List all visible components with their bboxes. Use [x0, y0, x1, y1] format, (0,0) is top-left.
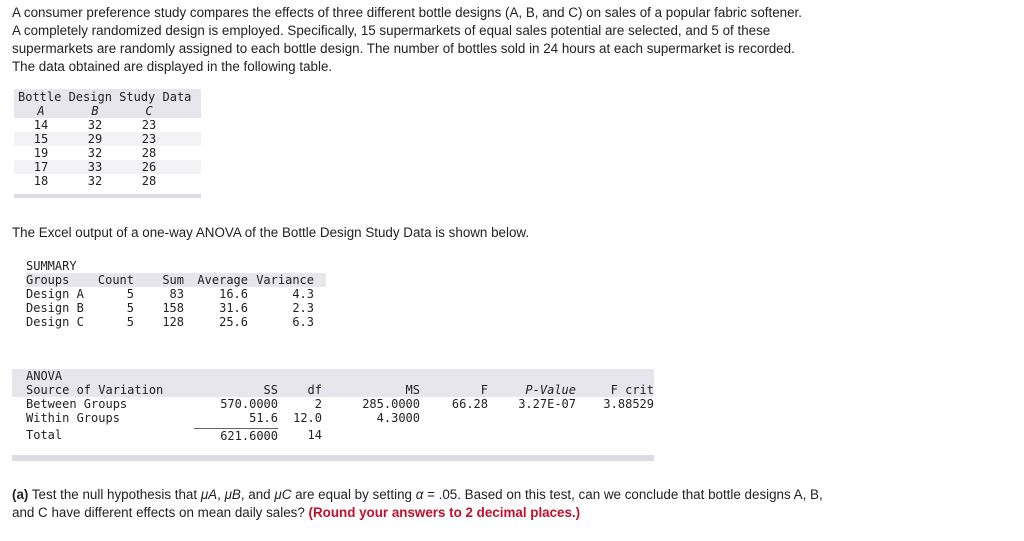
anova-label: ANOVA — [12, 369, 654, 383]
cell: Design B — [26, 301, 84, 315]
table-row — [14, 118, 201, 132]
question-text: , and — [240, 487, 275, 502]
table-row — [12, 428, 654, 442]
table-row — [14, 146, 201, 160]
header-df: df — [307, 383, 322, 397]
intro-line-1: A consumer preference study compares the effects of three different bottle designs (A, B, and C) on sales of a popular fabric softener. — [12, 5, 802, 20]
header-c: C — [145, 104, 153, 118]
cell: 16.6 — [219, 287, 248, 301]
cell: 14 — [307, 428, 322, 442]
mu-a-symbol: μA — [200, 487, 218, 502]
header-b: B — [91, 104, 99, 118]
summary-label: SUMMARY — [26, 259, 77, 273]
cell: Design C — [26, 315, 84, 329]
cell: Total — [26, 428, 63, 442]
intro-line-4: The data obtained are displayed in the following table. — [12, 59, 333, 74]
header-a: A — [37, 104, 45, 118]
cell: 621.6000 — [194, 428, 278, 442]
cell: 28 — [141, 146, 157, 160]
cell: 33 — [87, 160, 103, 174]
cell: 66.28 — [451, 397, 488, 411]
cell: 32 — [87, 174, 103, 188]
header-sum: Sum — [162, 273, 184, 287]
cell: 51.6 — [249, 411, 278, 425]
cell: 5 — [126, 301, 134, 315]
cell: 32 — [87, 146, 103, 160]
header-f-crit: F crit — [610, 383, 654, 397]
table-row — [14, 160, 201, 174]
cell: 23 — [141, 132, 157, 146]
cell: 28 — [141, 174, 157, 188]
table-row — [26, 315, 326, 329]
cell: Between Groups — [26, 397, 128, 411]
cell: 14 — [33, 118, 49, 132]
cell: 5 — [126, 287, 134, 301]
table-row — [12, 397, 654, 411]
cell: 285.0000 — [362, 397, 420, 411]
cell: 83 — [169, 287, 184, 301]
cell: 128 — [162, 315, 184, 329]
header-ms: MS — [405, 383, 420, 397]
question-text: and C have different effects on mean daily sales? — [12, 505, 309, 520]
header-f: F — [480, 383, 488, 397]
cell: 3.88529 — [603, 397, 654, 411]
intro-line-3: supermarkets are randomly assigned to each bottle design. The number of bottles sold in 24 hours at each supermarket is recorded. — [12, 41, 795, 56]
mu-b-symbol: μB — [224, 487, 241, 502]
anova-table — [12, 369, 654, 461]
header-variance: Variance — [256, 273, 314, 287]
problem-intro — [12, 4, 1012, 76]
question-text: = .05. Based on this test, can we conclude that bottle designs A, B, — [423, 487, 823, 502]
cell: Within Groups — [26, 411, 120, 425]
question-text: are equal by setting — [291, 487, 416, 502]
cell: 12.0 — [293, 411, 322, 425]
bottle-table-header — [14, 105, 201, 118]
cell: 32 — [87, 118, 103, 132]
cell: 31.6 — [219, 301, 248, 315]
table-row — [14, 174, 201, 188]
header-average: Average — [197, 273, 248, 287]
cell: 158 — [162, 301, 184, 315]
cell: 17 — [33, 160, 49, 174]
cell: 4.3000 — [376, 411, 420, 425]
summary-table — [26, 259, 326, 329]
cell: 29 — [87, 132, 103, 146]
question-text: Test the null hypothesis that — [28, 487, 201, 502]
cell: 26 — [141, 160, 157, 174]
table-row — [26, 287, 326, 301]
header-groups: Groups — [26, 273, 70, 287]
cell: 23 — [141, 118, 157, 132]
header-count: Count — [97, 273, 134, 287]
cell: Design A — [26, 287, 84, 301]
cell: 2 — [314, 397, 322, 411]
header-p-value: P-Value — [525, 383, 576, 397]
question-text: , — [217, 487, 225, 502]
cell: 6.3 — [292, 315, 314, 329]
cell: 570.0000 — [220, 397, 278, 411]
rounding-instruction: (Round your answers to 2 decimal places.) — [308, 505, 581, 520]
cell: 3.27E-07 — [518, 397, 576, 411]
alpha-symbol: α — [415, 487, 424, 502]
bottle-table-body — [14, 118, 201, 188]
anova-intro-text: The Excel output of a one-way ANOVA of the Bottle Design Study Data is shown below. — [12, 225, 530, 240]
question-a — [12, 486, 1012, 522]
table-footer-bar — [12, 455, 654, 461]
question-part-label: (a) — [12, 487, 29, 502]
table-row — [12, 411, 654, 425]
summary-header-row — [26, 273, 326, 287]
anova-header-row — [12, 383, 654, 397]
cell: 5 — [126, 315, 134, 329]
bottle-design-table — [14, 89, 201, 198]
question-line-1 — [12, 486, 1012, 504]
cell: 2.3 — [292, 301, 314, 315]
cell: 19 — [33, 146, 49, 160]
mu-c-symbol: μC — [274, 487, 292, 502]
table-row — [26, 301, 326, 315]
question-line-2 — [12, 504, 1012, 522]
cell: 18 — [33, 174, 49, 188]
header-ss: SS — [263, 383, 278, 397]
cell: 15 — [33, 132, 49, 146]
cell: 25.6 — [219, 315, 248, 329]
summary-label-row — [26, 259, 326, 273]
cell: 4.3 — [292, 287, 314, 301]
bottle-table-title: Bottle Design Study Data — [14, 89, 201, 105]
table-row — [14, 132, 201, 146]
table-footer-bar — [14, 194, 201, 198]
header-source: Source of Variation — [26, 383, 164, 397]
intro-line-2: A completely randomized design is employed. Specifically, 15 supermarkets of equal sales potential are selected, and 5 of these — [12, 23, 771, 38]
